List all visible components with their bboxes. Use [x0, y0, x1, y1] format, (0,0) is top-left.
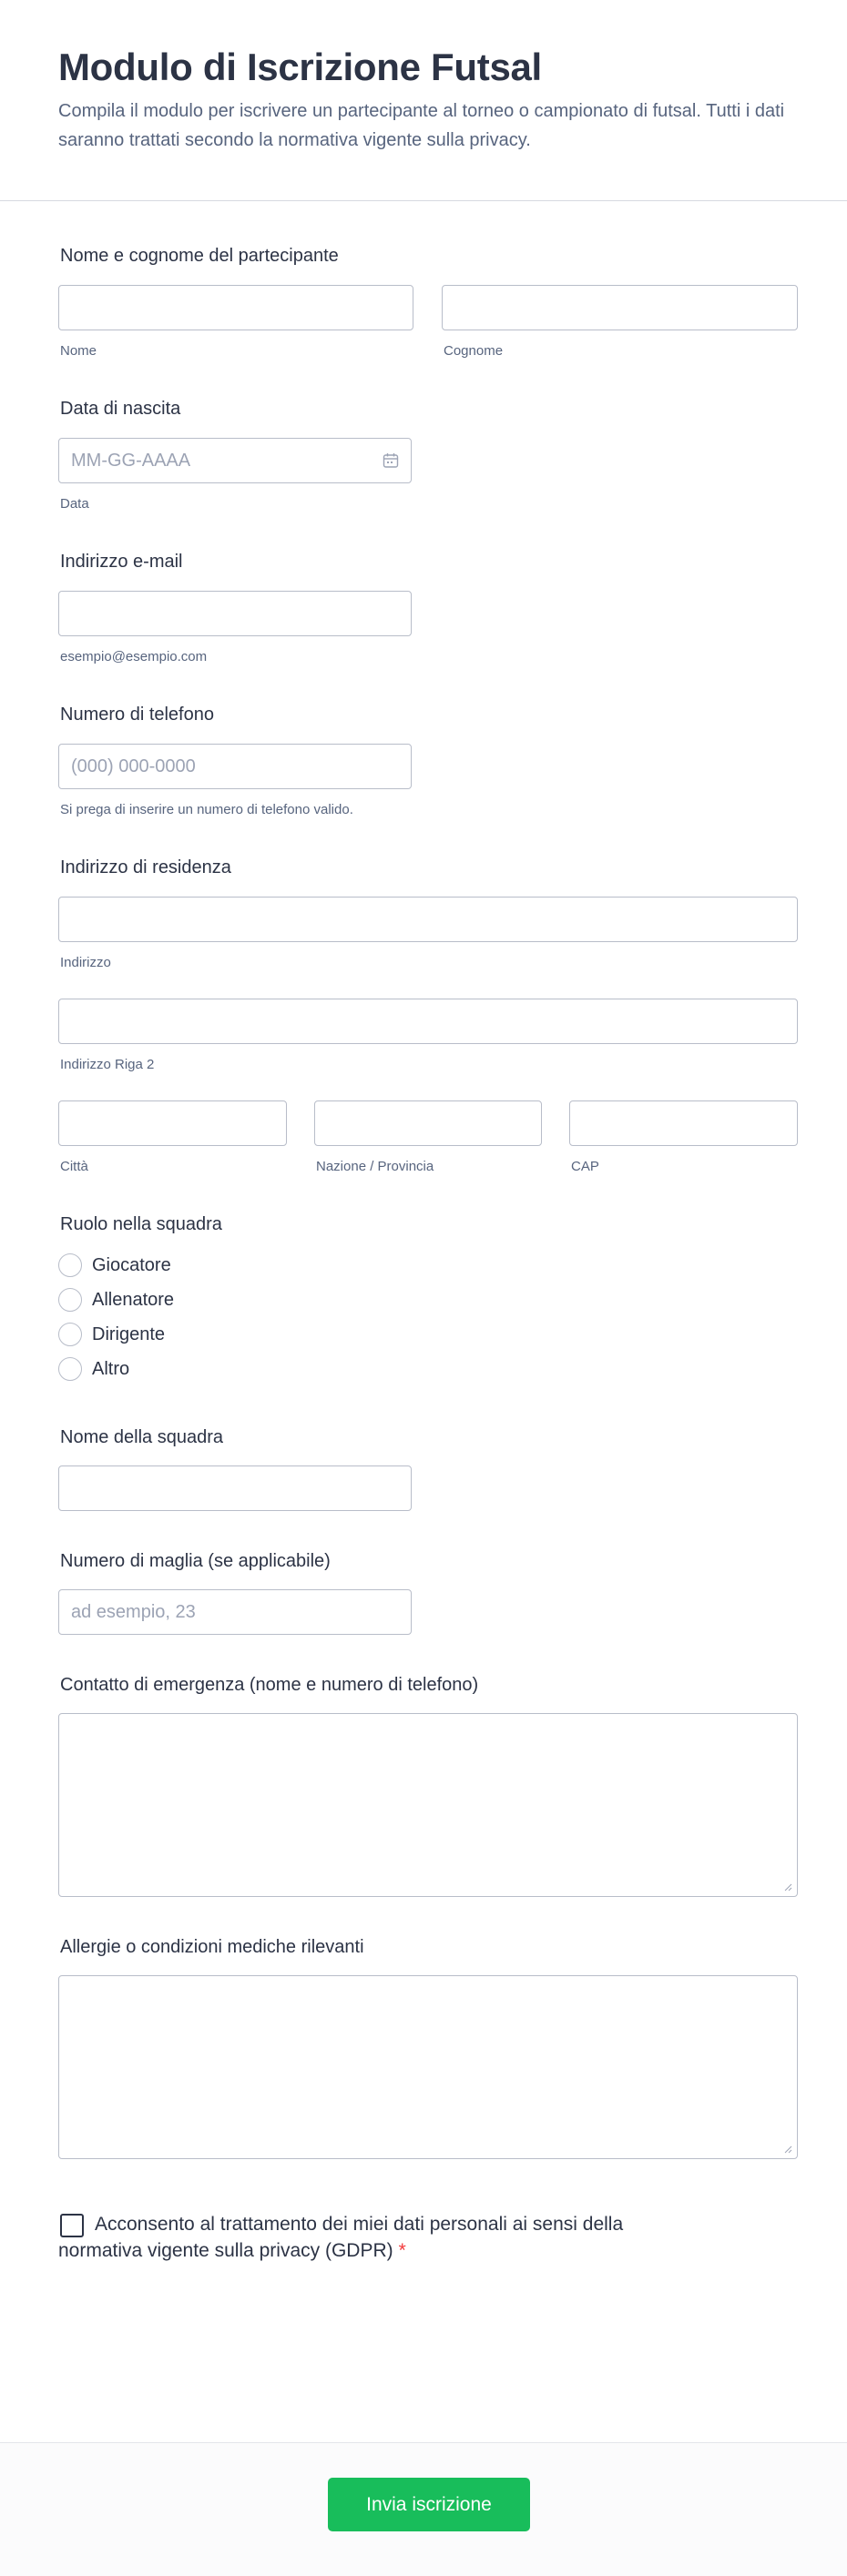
radio-button[interactable]: [58, 1357, 82, 1381]
team-name-input[interactable]: [58, 1465, 412, 1511]
required-marker: *: [398, 2240, 406, 2261]
last-name-sublabel: Cognome: [444, 343, 504, 359]
state-province-input[interactable]: [314, 1100, 542, 1146]
role-option-giocatore[interactable]: [58, 1253, 171, 1278]
address-line2-input[interactable]: [58, 999, 798, 1044]
first-name-sublabel: Nome: [60, 343, 97, 359]
radio-label: Giocatore: [92, 1254, 171, 1275]
allergies-textarea[interactable]: [58, 1975, 798, 2159]
address-line1-input[interactable]: [58, 897, 798, 942]
form-footer: [0, 2442, 847, 2576]
zip-input[interactable]: [569, 1100, 798, 1146]
participant-name-label: Nome e cognome del partecipante: [60, 246, 339, 266]
resize-grip-icon[interactable]: [783, 1882, 792, 1891]
consent-text: Acconsento al trattamento dei miei dati personali ai sensi della normativa vigente sulla privacy (GDPR): [58, 2214, 624, 2261]
role-option-altro[interactable]: [58, 1356, 129, 1382]
radio-button[interactable]: [58, 1288, 82, 1312]
radio-button[interactable]: [58, 1323, 82, 1346]
calendar-icon[interactable]: [383, 452, 399, 469]
email-input[interactable]: [58, 591, 412, 636]
resize-grip-icon[interactable]: [783, 2145, 792, 2154]
jersey-number-label: Numero di maglia (se applicabile): [60, 1551, 331, 1571]
role-label: Ruolo nella squadra: [60, 1214, 222, 1234]
consent-label: [58, 2211, 641, 2264]
email-sublabel: esempio@esempio.com: [60, 649, 208, 664]
city-input[interactable]: [58, 1100, 287, 1146]
email-label: Indirizzo e-mail: [60, 552, 183, 572]
state-province-sublabel: Nazione / Provincia: [316, 1159, 434, 1174]
city-sublabel: Città: [60, 1159, 88, 1174]
form-header: [0, 0, 847, 201]
team-name-label: Nome della squadra: [60, 1427, 223, 1447]
jersey-number-input[interactable]: [58, 1589, 412, 1635]
emergency-contact-label: Contatto di emergenza (nome e numero di telefono): [60, 1675, 479, 1695]
allergies-label: Allergie o condizioni mediche rilevanti: [60, 1937, 364, 1957]
emergency-contact-textarea[interactable]: [58, 1713, 798, 1897]
submit-button[interactable]: Invia iscrizione: [328, 2478, 530, 2531]
birthdate-label: Data di nascita: [60, 399, 181, 419]
form-title: Modulo di Iscrizione Futsal: [58, 46, 542, 88]
phone-label: Numero di telefono: [60, 705, 214, 725]
radio-label: Dirigente: [92, 1323, 166, 1344]
phone-sublabel: Si prega di inserire un numero di telefono valido.: [60, 802, 353, 817]
role-option-allenatore[interactable]: [58, 1287, 174, 1313]
address-line1-sublabel: Indirizzo: [60, 955, 111, 970]
address-label: Indirizzo di residenza: [60, 857, 231, 877]
birthdate-sublabel: Data: [60, 496, 89, 512]
address-line2-sublabel: Indirizzo Riga 2: [60, 1057, 155, 1072]
phone-input[interactable]: [58, 744, 412, 789]
first-name-input[interactable]: [58, 285, 413, 330]
zip-sublabel: CAP: [571, 1159, 599, 1174]
last-name-input[interactable]: [442, 285, 798, 330]
radio-button[interactable]: [58, 1253, 82, 1277]
birthdate-input[interactable]: [58, 438, 412, 483]
form-subtitle: Compila il modulo per iscrivere un partecipante al torneo o campionato di futsal. Tutti i dati saranno trattati secondo la normativa vigente sulla privacy.: [58, 101, 785, 150]
radio-label: Allenatore: [92, 1289, 175, 1310]
radio-label: Altro: [92, 1358, 130, 1379]
role-option-dirigente[interactable]: [58, 1322, 165, 1347]
